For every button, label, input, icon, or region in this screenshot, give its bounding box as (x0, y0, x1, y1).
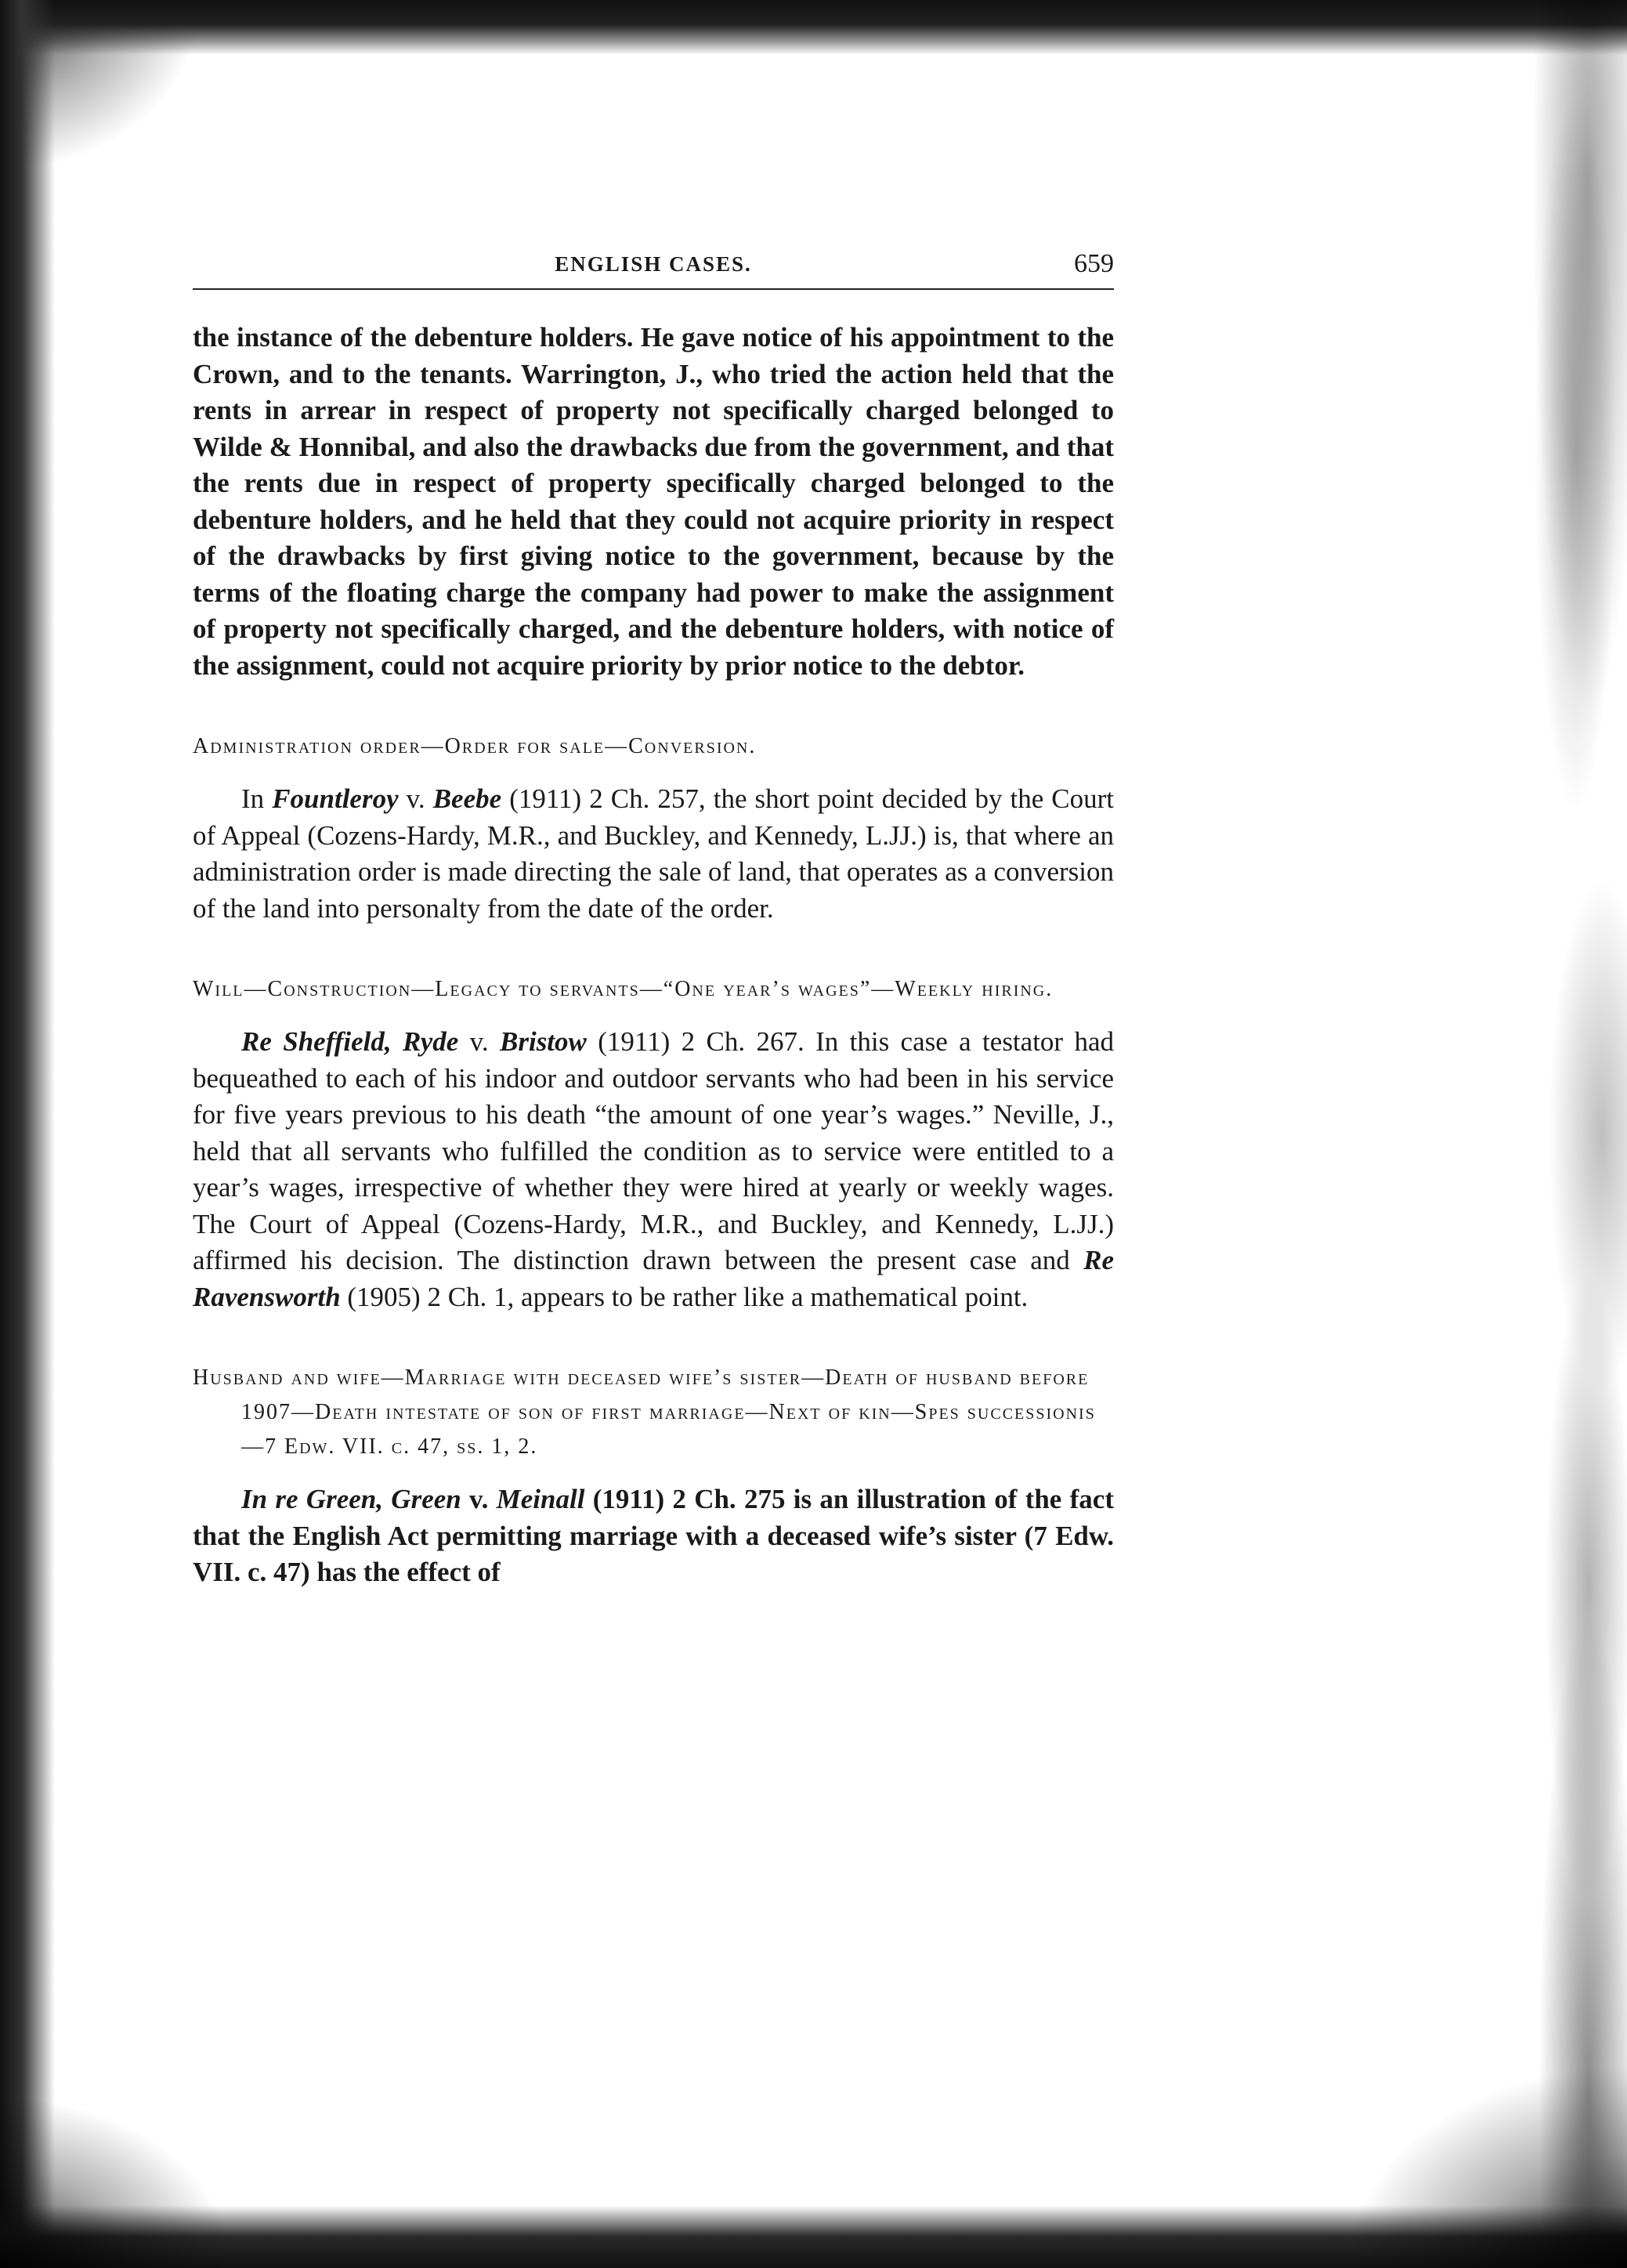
text-span: v. (461, 1484, 497, 1514)
paragraph-debenture-continuation: the instance of the debenture holders. He gave notice of his appointment to the Crown, and to the tenants. Warrington, J., who tried the action held that the rents in arrear in respect of property not specifically charged belonged to Wilde & Honnibal, and also the drawbacks due from the government, and that the rents due in respect of property specifically charged belonged to the debenture holders, and he held that they could not acquire priority in respect of the drawbacks by first giving notice to the government, because by the terms of the floating charge the company had power to make the assignment of property not specifically charged, and the debenture holders, with notice of the assignment, could not acquire priority by prior notice to the debtor. (193, 322, 1114, 681)
running-head (193, 249, 1114, 290)
scan-shadow-bottom-right (1345, 2064, 1627, 2268)
section-heading-husband-and-wife: Husband and wife—Marriage with deceased wife’s sister—Death of husband before 1907—Death intestate of son of first marriage—Next of kin—Spes successionis—7 Edw. VII. c. 47, ss. 1, 2. (193, 1366, 1096, 1459)
case-name: Meinall (496, 1484, 585, 1514)
paragraph-fountleroy (193, 781, 1114, 927)
case-name: Re Sheffield, Ryde (241, 1026, 459, 1057)
book-page (193, 249, 1114, 1591)
page-number: 659 (1074, 249, 1114, 278)
case-name: Bristow (500, 1026, 587, 1057)
text-span: (1905) 2 Ch. 1, appears to be rather like a mathematical point. (340, 1281, 1029, 1312)
text-span: (1911) 2 Ch. 267. In this case a testator had bequeathed to each of his indoor and outdoor servants who had been in his service for five years previous to his death “the amount of one year’s wages.” Neville, J., held that all servants who fulfilled the condition as to service were entitled to a year’s wages, irrespective of whether they were hired at yearly or weekly wages. The Court of Appeal (Cozens-Hardy, M.R., and Buckley, and Kennedy, L.JJ.) affirmed his decision. The distinction drawn between the present case and (193, 1026, 1114, 1275)
section-heading-will-construction: Will—Construction—Legacy to servants—“One year’s wages”—Weekly hiring. (193, 977, 1054, 1001)
scan-shadow-bottom-left (0, 2096, 235, 2268)
running-title: ENGLISH CASES. (555, 252, 752, 276)
text-span: v. (398, 783, 433, 814)
case-name: Beebe (432, 783, 502, 814)
text-span: (1911) 2 Ch. 275 is an illustration of the fact that the English Act permitting marriage with a deceased wife’s sister (7 Edw. VII. c. 47) has the effect of (193, 1484, 1114, 1587)
scan-edge-right (1368, 0, 1627, 2268)
paragraph-in-re-green (193, 1481, 1114, 1591)
case-name: Fountleroy (272, 783, 399, 814)
scan-edge-left (0, 0, 55, 2268)
text-span: (1911) 2 Ch. 257, the short point decided by the Court of Appeal (Cozens-Hardy, M.R., and Buckley, and Kennedy, L.JJ.) is, that where an administration order is made directing the sale of land, that operates as a conversion of the land into personalty from the date of the order. (193, 783, 1115, 924)
text-span: In (241, 783, 273, 814)
text-span: v. (458, 1026, 500, 1057)
section-heading-administration-order: Administration order—Order for sale—Conversion. (193, 734, 757, 758)
case-name: In re Green, Green (241, 1484, 461, 1514)
paragraph-re-sheffield (193, 1024, 1114, 1315)
case-name: Re Ravensworth (193, 1245, 1114, 1312)
